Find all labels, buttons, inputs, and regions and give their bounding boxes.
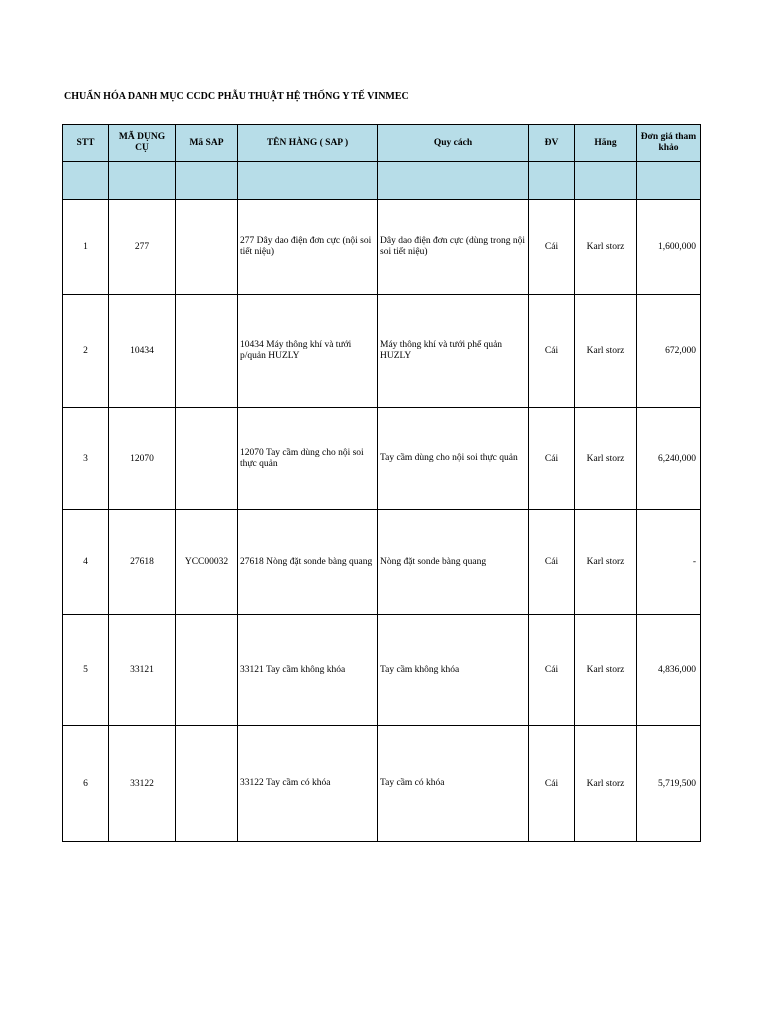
cell-hang: Karl storz bbox=[575, 726, 637, 842]
blank-header-row bbox=[63, 162, 701, 200]
column-header-stt: STT bbox=[63, 125, 109, 162]
table-row bbox=[63, 510, 701, 615]
column-header-ma-dung-cu: MÃ DỤNG CỤ bbox=[109, 125, 176, 162]
cell-ma-dung-cu: 12070 bbox=[109, 408, 176, 510]
blank-cell bbox=[378, 162, 529, 200]
cell-dv: Cái bbox=[529, 615, 575, 726]
cell-dv: Cái bbox=[529, 295, 575, 408]
cell-hang: Karl storz bbox=[575, 408, 637, 510]
blank-cell bbox=[238, 162, 378, 200]
cell-dv: Cái bbox=[529, 408, 575, 510]
cell-ma-sap bbox=[176, 200, 238, 295]
cell-ma-sap bbox=[176, 615, 238, 726]
blank-cell bbox=[176, 162, 238, 200]
column-header-ten-hang: TÊN HÀNG ( SAP ) bbox=[238, 125, 378, 162]
column-header-don-gia: Đơn giá tham khảo bbox=[637, 125, 701, 162]
cell-ma-dung-cu: 277 bbox=[109, 200, 176, 295]
cell-ma-dung-cu: 33122 bbox=[109, 726, 176, 842]
cell-don-gia: - bbox=[637, 510, 701, 615]
cell-hang: Karl storz bbox=[575, 615, 637, 726]
cell-don-gia: 672,000 bbox=[637, 295, 701, 408]
cell-don-gia: 1,600,000 bbox=[637, 200, 701, 295]
cell-quy-cach: Máy thông khí và tưới phế quản HUZLY bbox=[378, 295, 529, 408]
column-header-dv: ĐV bbox=[529, 125, 575, 162]
cell-dv: Cái bbox=[529, 726, 575, 842]
cell-hang: Karl storz bbox=[575, 200, 637, 295]
cell-quy-cach: Tay cầm không khóa bbox=[378, 615, 529, 726]
cell-ma-dung-cu: 33121 bbox=[109, 615, 176, 726]
cell-dv: Cái bbox=[529, 510, 575, 615]
page-title: CHUẨN HÓA DANH MỤC CCDC PHẪU THUẬT HỆ THỐNG Y TẾ VINMEC bbox=[64, 91, 409, 102]
cell-quy-cach: Tay cầm dùng cho nội soi thực quản bbox=[378, 408, 529, 510]
cell-quy-cach: Dây dao điện đơn cực (dùng trong nội soi tiết niệu) bbox=[378, 200, 529, 295]
cell-ten-hang: 33122 Tay cầm có khóa bbox=[238, 726, 378, 842]
cell-hang: Karl storz bbox=[575, 510, 637, 615]
cell-quy-cach: Nòng đặt sonde bàng quang bbox=[378, 510, 529, 615]
cell-ten-hang: 27618 Nòng đặt sonde bàng quang bbox=[238, 510, 378, 615]
blank-cell bbox=[63, 162, 109, 200]
cell-stt: 4 bbox=[63, 510, 109, 615]
cell-ma-sap: YCC00032 bbox=[176, 510, 238, 615]
blank-cell bbox=[109, 162, 176, 200]
cell-ten-hang: 10434 Máy thông khí và tưới p/quản HUZLY bbox=[238, 295, 378, 408]
cell-dv: Cái bbox=[529, 200, 575, 295]
cell-stt: 2 bbox=[63, 295, 109, 408]
cell-hang: Karl storz bbox=[575, 295, 637, 408]
cell-stt: 3 bbox=[63, 408, 109, 510]
cell-ma-sap bbox=[176, 295, 238, 408]
column-header-hang: Hãng bbox=[575, 125, 637, 162]
blank-cell bbox=[637, 162, 701, 200]
cell-ma-dung-cu: 10434 bbox=[109, 295, 176, 408]
cell-ten-hang: 33121 Tay cầm không khóa bbox=[238, 615, 378, 726]
cell-don-gia: 6,240,000 bbox=[637, 408, 701, 510]
blank-cell bbox=[529, 162, 575, 200]
cell-ma-sap bbox=[176, 726, 238, 842]
cell-ten-hang: 12070 Tay cầm dùng cho nội soi thực quản bbox=[238, 408, 378, 510]
cell-don-gia: 5,719,500 bbox=[637, 726, 701, 842]
cell-stt: 6 bbox=[63, 726, 109, 842]
blank-cell bbox=[575, 162, 637, 200]
cell-ma-dung-cu: 27618 bbox=[109, 510, 176, 615]
cell-stt: 1 bbox=[63, 200, 109, 295]
table-row bbox=[63, 200, 701, 295]
cell-stt: 5 bbox=[63, 615, 109, 726]
cell-don-gia: 4,836,000 bbox=[637, 615, 701, 726]
column-header-quy-cach: Quy cách bbox=[378, 125, 529, 162]
cell-ma-sap bbox=[176, 408, 238, 510]
header-row bbox=[63, 125, 701, 162]
column-header-ma-sap: Mã SAP bbox=[176, 125, 238, 162]
cell-ten-hang: 277 Dây dao điện đơn cực (nội soi tiết niệu) bbox=[238, 200, 378, 295]
table-row bbox=[63, 615, 701, 726]
table-row bbox=[63, 726, 701, 842]
cell-quy-cach: Tay cầm có khóa bbox=[378, 726, 529, 842]
table-row bbox=[63, 408, 701, 510]
table-row bbox=[63, 295, 701, 408]
catalog-table bbox=[62, 124, 701, 842]
